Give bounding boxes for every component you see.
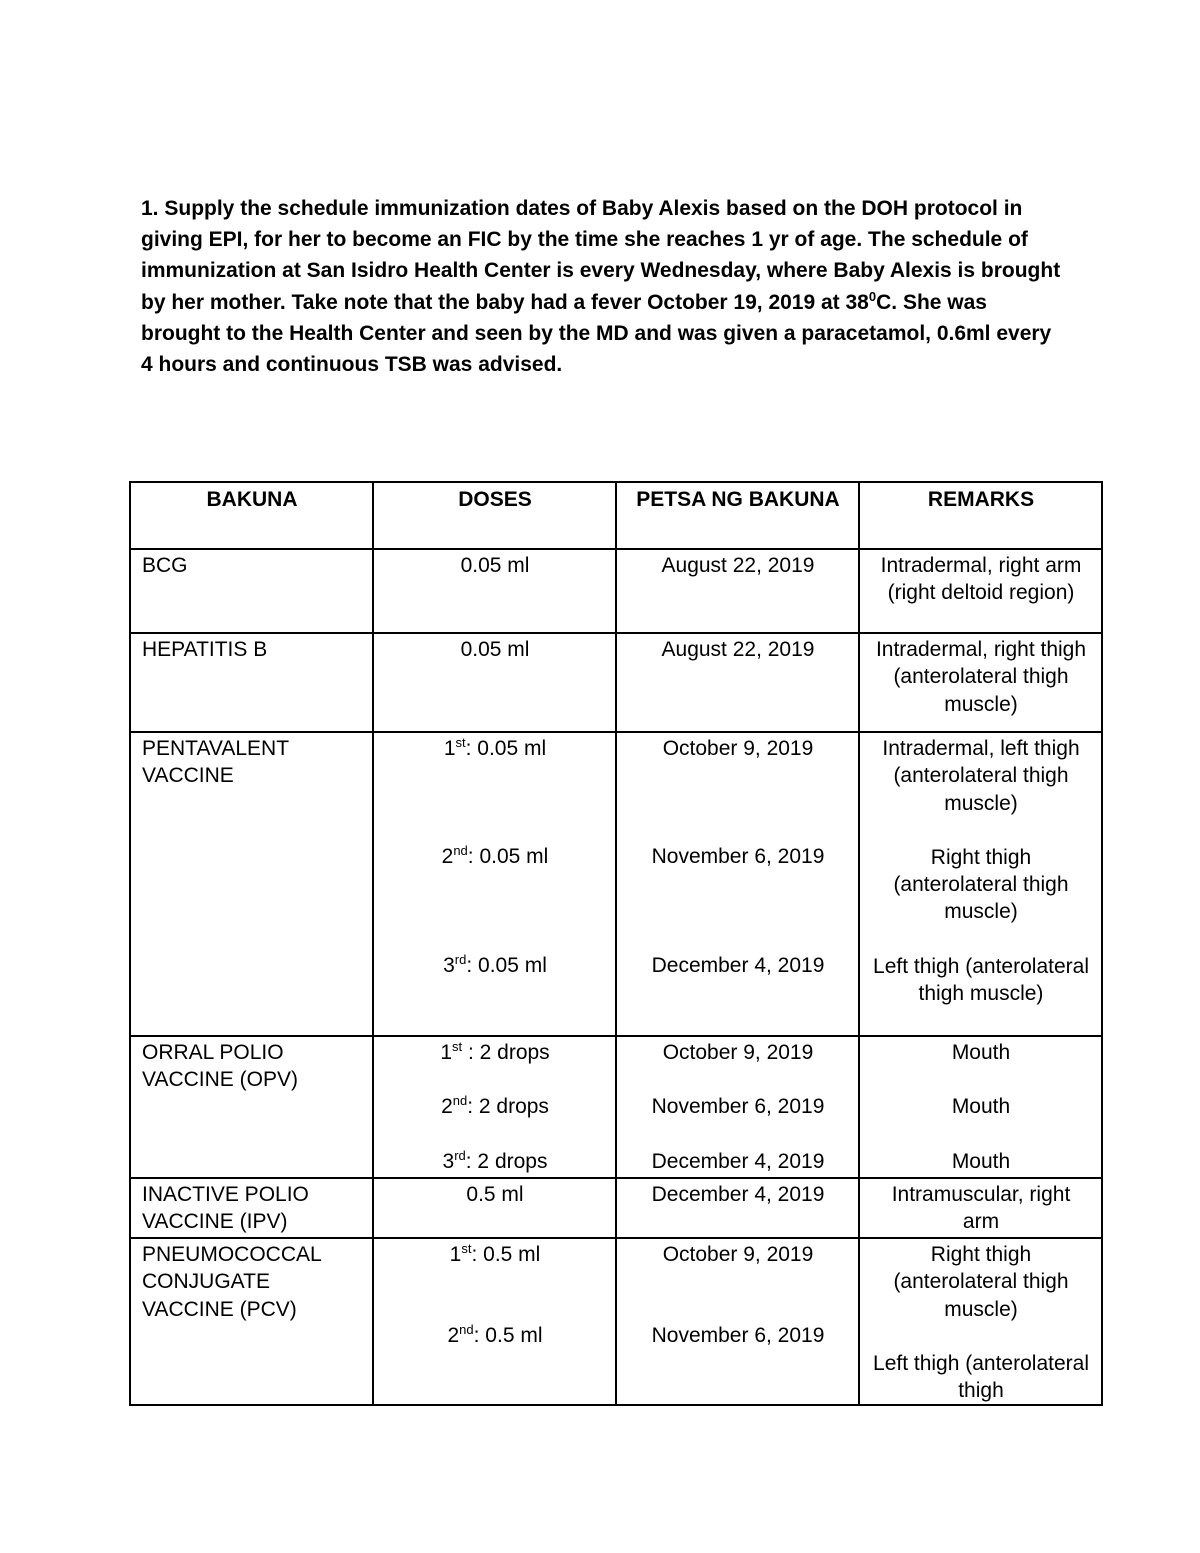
- date-cell: [616, 1036, 859, 1178]
- header-bakuna: BAKUNA: [130, 482, 373, 549]
- remarks-cell: [859, 1238, 1102, 1405]
- date-cell: [616, 1238, 859, 1405]
- table-header-row: [130, 482, 1102, 549]
- header-doses: DOSES: [373, 482, 616, 549]
- remarks-cell: Intradermal, right arm (right deltoid region): [859, 549, 1102, 633]
- dose-cell: 0.05 ml: [373, 549, 616, 633]
- date-cell: [616, 732, 859, 1036]
- question-body-part1: Supply the schedule immunization dates of Baby Alexis based on the DOH protocol in giving EPI, for her to become an FIC by the time she reaches 1 yr of age. The schedule of immunization at San Isidro Health Center is every Wednesday, where Baby Alexis is brought by her mother. Take note that the baby had a fever October 19, 2019 at 38: [141, 197, 1061, 314]
- date-entry: November 6, 2019: [651, 1095, 825, 1119]
- date-entry: December 4, 2019: [651, 953, 825, 977]
- dose-entry: 1st : 2 drops: [440, 1039, 550, 1064]
- table-row-hepatitis-b: [130, 633, 1102, 732]
- vaccine-name: INACTIVE POLIO VACCINE (IPV): [130, 1178, 373, 1238]
- dose-cell: 0.05 ml: [373, 633, 616, 732]
- question-text: [141, 193, 1061, 380]
- dose-entry: 2nd: 2 drops: [441, 1093, 549, 1119]
- dose-entry: 3rd: 0.05 ml: [443, 951, 547, 977]
- vaccine-name: HEPATITIS B: [130, 633, 373, 732]
- dose-cell: [373, 1238, 616, 1405]
- dose-entry: 1st: 0.05 ml: [443, 735, 547, 760]
- remarks-entry: Left thigh (anterolateral thigh: [873, 1351, 1089, 1403]
- dose-cell: [373, 732, 616, 1036]
- dose-entry: 2nd: 0.5 ml: [447, 1322, 543, 1348]
- date-cell: August 22, 2019: [616, 549, 859, 633]
- remarks-cell: Intramuscular, right arm: [859, 1178, 1102, 1238]
- dose-entry: 1st: 0.5 ml: [449, 1241, 541, 1266]
- remarks-cell: [859, 732, 1102, 1036]
- table-row-pentavalent: [130, 732, 1102, 1036]
- immunization-schedule-table: [129, 481, 1103, 1406]
- vaccine-name: PENTAVALENT VACCINE: [130, 732, 373, 1036]
- dose-entry: 2nd: 0.05 ml: [441, 843, 549, 869]
- degree-superscript: 0: [868, 288, 877, 304]
- remarks-entry: Left thigh (anterolateral thigh muscle): [873, 954, 1089, 1006]
- date-entry: November 6, 2019: [651, 1324, 825, 1348]
- date-entry: November 6, 2019: [651, 845, 825, 869]
- vaccine-name: ORRAL POLIO VACCINE (OPV): [130, 1036, 373, 1178]
- date-entry: October 9, 2019: [662, 1041, 814, 1064]
- vaccine-name: PNEUMOCOCCAL CONJUGATE VACCINE (PCV): [130, 1238, 373, 1405]
- dose-cell: [373, 1036, 616, 1178]
- remarks-entry: Right thigh (anterolateral thigh muscle): [893, 1243, 1069, 1321]
- date-cell: August 22, 2019: [616, 633, 859, 732]
- vaccine-name: BCG: [130, 549, 373, 633]
- date-cell: December 4, 2019: [616, 1178, 859, 1238]
- remarks-entry: Mouth: [951, 1095, 1011, 1119]
- table-row-ipv: [130, 1178, 1102, 1238]
- remarks-entry: Mouth: [951, 1149, 1011, 1173]
- remarks-entry: Mouth: [951, 1041, 1011, 1064]
- date-entry: October 9, 2019: [662, 737, 814, 760]
- header-petsa-ng-bakuna: PETSA NG BAKUNA: [616, 482, 859, 549]
- table-row-pcv: [130, 1238, 1102, 1405]
- table-row-bcg: [130, 549, 1102, 633]
- remarks-entry: Intradermal, left thigh (anterolateral thigh muscle): [882, 737, 1080, 815]
- dose-cell: 0.5 ml: [373, 1178, 616, 1238]
- remarks-cell: Intradermal, right thigh (anterolateral thigh muscle): [859, 633, 1102, 732]
- question-number: 1.: [141, 197, 159, 220]
- date-entry: October 9, 2019: [662, 1243, 814, 1266]
- remarks-cell: [859, 1036, 1102, 1178]
- question-body-part2: C. She was brought to the Health Center and seen by the MD and was given a paracetamol, 0.6ml every 4 hours and continuous TSB was advised.: [141, 290, 1052, 377]
- table-row-opv: [130, 1036, 1102, 1178]
- dose-entry: 3rd: 2 drops: [442, 1147, 548, 1173]
- date-entry: December 4, 2019: [651, 1149, 825, 1173]
- remarks-entry: Right thigh (anterolateral thigh muscle): [893, 845, 1069, 924]
- header-remarks: REMARKS: [859, 482, 1102, 549]
